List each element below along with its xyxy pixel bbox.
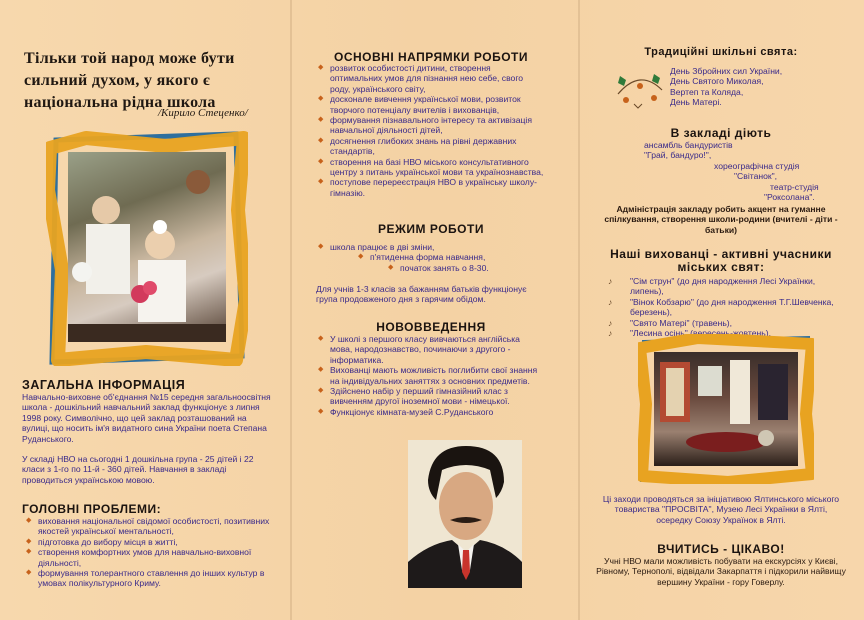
active-list (630, 140, 830, 202)
list-item: ♪ "Свято Матері" (травень), (608, 317, 733, 328)
list-item: "Роксолана". (764, 192, 815, 203)
list-item: ◆ створення на базі НВО міського консультативного центру з питань української мови та українознавства, (318, 157, 544, 178)
fold-line (290, 0, 292, 620)
directions-title: ОСНОВНІ НАПРЯМКИ РОБОТИ (333, 50, 528, 64)
new-title: НОВОВВЕДЕННЯ (376, 320, 486, 334)
list-item: ◆ досконале вивчення української мови, розвиток творчого потенціалу вчителів і вихованців, (318, 94, 544, 115)
list-item: ◆ розвиток особистості дитини, створення оптимальних умов для пізнання нею себе, свого роду, українського світу, (318, 63, 544, 94)
list-item: День Матері. (670, 97, 722, 108)
museum-photo (654, 352, 798, 466)
list-item: День Святого Миколая, (670, 76, 764, 87)
list-item: ◆ формування толерантного ставлення до інших культур в умовах полікультурного Криму. (26, 568, 272, 589)
list-item: ◆ підготовка до вибору місця в житті, (26, 537, 272, 547)
study-title: ВЧИТИСЬ - ЦІКАВО! (657, 542, 785, 556)
list-item: театр-студія (770, 181, 819, 192)
pupils-list (608, 276, 844, 338)
floral-ornament-icon (614, 64, 666, 112)
info-text: Навчально-виховне об'єднання №15 середня загальноосвітня школа - дошкільний навчальний заклад функціонує з липня 1998 року. Символічно, що цей заклад розташований на вулиці, що носить ім'я видатного сина України поета Степана Руданського. (22, 392, 271, 444)
list-item: ♪ "Лесина осінь" (вересень-жовтень). (608, 328, 771, 339)
list-item: "Світанок", (734, 171, 778, 182)
photo-frame (638, 334, 814, 484)
list-item: День Збройних сил України, (670, 66, 783, 76)
problems-list (26, 516, 272, 589)
regime-text: Для учнів 1-3 класів за бажанням батьків функціонує група продовженого дня з гарячим обідом. (316, 284, 527, 305)
list-item: ◆ досягнення глибоких знань на рівні державних стандартів, (318, 136, 544, 157)
lyre-icon: ♪ (608, 328, 613, 339)
list-item: ◆ формування пізнавального інтересу та активізація навчальної діяльності дітей, (318, 115, 544, 136)
list-item: ◆ У школі з першого класу вивчаються англійська мова, народознавство, починаючи з другого - інформатика. (318, 334, 544, 365)
holidays-title: Традиційні шкільні свята: (644, 46, 798, 58)
active-title: В закладі діють (670, 126, 772, 140)
lyre-icon: ♪ (608, 317, 613, 328)
list-item: ◆ створення комфортних умов для навчально-виховної діяльності, (26, 547, 272, 568)
portrait-photo (408, 440, 522, 588)
admin-text: Адміністрація закладу робить акцент на гуманне спілкування, створення школи-родини (вчителі - діти - батьки) (604, 204, 838, 235)
initiative-text: Ці заходи проводяться за ініціативою Ялтинського міського товариства "ПРОСВІТА", Музею Лесі Українки в Ялті, осередку Союзу Українок в Ялті. (602, 494, 840, 525)
list-item: ◆ Вихованці мають можливість поглибити свої знання на індивідуальних заняттях з основних предметів. (318, 365, 544, 386)
quote: Тільки той народ може бути сильний духом, у якого є національна рідна школа (24, 50, 235, 111)
quote-author: /Кирило Стеценко/ (158, 107, 248, 119)
regime-list (318, 242, 518, 273)
list-item: ♪ "Сім струн" (до дня народження Лесі Українки, липень), (608, 276, 816, 297)
list-item: хореографічна студія (714, 160, 800, 171)
list-item: ◆ школа працює в дві зміни, (318, 242, 518, 252)
lyre-icon: ♪ (608, 296, 613, 307)
list-item: ◆ Функціонує кімната-музей С.Руданського (318, 407, 544, 417)
info-title: ЗАГАЛЬНА ІНФОРМАЦІЯ (22, 378, 186, 392)
regime-title: РЕЖИМ РОБОТИ (378, 222, 484, 236)
pupils-title: Наші вихованці - активні учасники міських свят: (610, 247, 832, 274)
list-item: ◆ виховання національної свідомої особистості, позитивних якостей української ментальності, (26, 516, 272, 537)
list-item: Вертеп та Коляда, (670, 86, 744, 97)
children-photo (68, 152, 226, 342)
study-text: Учні НВО мали можливість побувати на екскурсіях у Києві, Рівному, Тернополі, відвідали Закарпаття і підкорили найвищу вершину України - гору Говерлу. (596, 556, 846, 587)
problems-title: ГОЛОВНІ ПРОБЛЕМИ: (22, 502, 162, 516)
list-item: ансамбль бандуристів (644, 140, 733, 150)
fold-line (578, 0, 580, 620)
holidays-list (670, 66, 850, 108)
new-list (318, 334, 544, 417)
directions-list (318, 63, 544, 198)
info-text-2: У складі НВО на сьогодні 1 дошкільна група - 25 дітей і 22 класи з 1-го по 11-й - 360 дітей. Навчання в закладі проводиться українською мовою. (22, 454, 254, 485)
right-panel (590, 0, 852, 620)
list-item: ♪ "Вінок Кобзарю" (до дня народження Т.Г.Шевченка, березень), (608, 296, 834, 318)
list-item: ◆ початок занять о 8-30. (388, 263, 518, 273)
lyre-icon: ♪ (608, 276, 613, 286)
list-item: ◆ поступове перереєстрація НВО в українську школу-гімназію. (318, 177, 544, 198)
left-panel (18, 0, 280, 620)
list-item: ◆ п'ятиденна форма навчання, (358, 252, 518, 262)
list-item: "Грай, бандуро!", (644, 150, 712, 161)
list-item: ◆ Здійснено набір у перший гімназійний клас з вивченням другої іноземної мови - німецької. (318, 386, 544, 407)
middle-panel (300, 0, 562, 620)
photo-frame (46, 130, 248, 366)
